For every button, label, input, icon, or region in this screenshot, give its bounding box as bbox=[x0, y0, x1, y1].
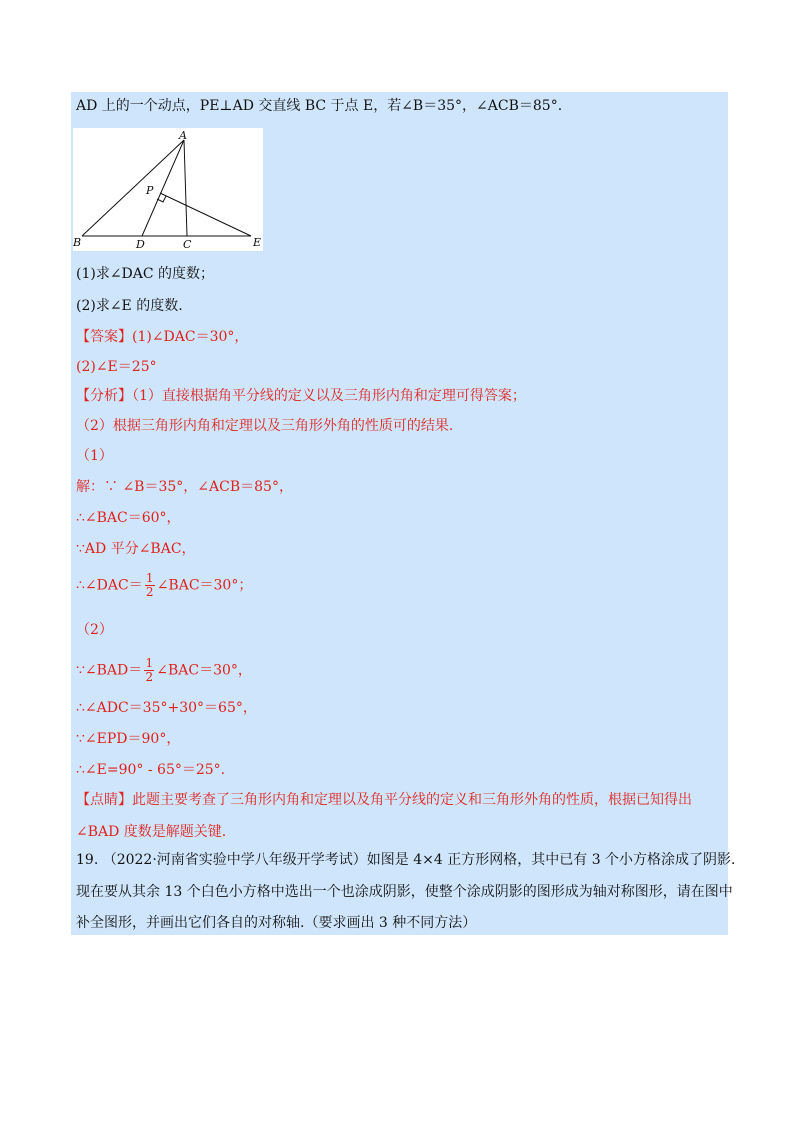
triangle-diagram bbox=[73, 128, 263, 251]
answer-tag: 【答案】 bbox=[76, 329, 132, 345]
fraction-denominator: 2 bbox=[145, 585, 154, 599]
label-d: D bbox=[136, 238, 145, 251]
comment-text: 此题主要考查了三角形内角和定理以及角平分线的定义和三角形外角的性质，根据已知得出 bbox=[132, 792, 692, 808]
label-a: A bbox=[179, 129, 187, 142]
solution-part-2-label: （2） bbox=[76, 622, 113, 638]
step-4-prefix: ∴∠DAC＝ bbox=[76, 577, 143, 594]
step-5-prefix: ∵∠BAD＝ bbox=[76, 662, 143, 679]
answer-2: (2)∠E＝25° bbox=[76, 359, 157, 375]
fraction-denominator: 2 bbox=[145, 670, 154, 684]
comment-line-2: ∠BAD 度数是解题关键. bbox=[76, 824, 227, 840]
solution-step-8: ∴∠E=90° - 65°＝25°. bbox=[76, 762, 226, 778]
label-p: P bbox=[146, 184, 154, 197]
question-2: (2)求∠E 的度数. bbox=[76, 298, 183, 314]
solution-step-7: ∵∠EPD＝90°， bbox=[76, 731, 181, 747]
solution-step-6: ∴∠ADC＝35°+30°＝65°， bbox=[76, 700, 257, 716]
segment-ac bbox=[184, 140, 187, 236]
next-problem-line-1: 19. （2022·河南省实验中学八年级开学考试）如图是 4×4 正方形网格，其中已有 3 个小方格涂成了阴影. bbox=[76, 852, 736, 868]
analysis-tag: 【分析】 bbox=[76, 388, 132, 404]
label-e: E bbox=[253, 236, 262, 249]
step-5-suffix: ∠BAC＝30°， bbox=[156, 662, 252, 679]
answer-line-1 bbox=[76, 327, 248, 347]
segment-ab bbox=[82, 140, 184, 236]
fraction-numerator: 1 bbox=[145, 571, 154, 585]
solution-step-5 bbox=[76, 657, 252, 684]
next-problem-line-2: 现在要从其余 13 个白色小方格中选出一个也涂成阴影，使整个涂成阴影的图形成为轴对称图形，请在图中 bbox=[76, 884, 733, 900]
analysis-2: （2）根据三角形内角和定理以及三角形外角的性质可的结果. bbox=[76, 418, 454, 434]
solution-part-1-label: （1） bbox=[76, 448, 113, 464]
comment-tag: 【点睛】 bbox=[76, 792, 132, 808]
solution-step-3: ∵AD 平分∠BAC， bbox=[76, 541, 196, 557]
question-1: (1)求∠DAC 的度数； bbox=[76, 266, 215, 282]
geometry-figure bbox=[73, 128, 263, 251]
label-c: C bbox=[183, 238, 192, 251]
step-4-suffix: ∠BAC＝30°； bbox=[156, 577, 253, 594]
fraction-half bbox=[145, 572, 155, 599]
analysis-line-1 bbox=[76, 386, 526, 406]
comment-line-1 bbox=[76, 790, 692, 810]
fraction-half bbox=[144, 657, 154, 684]
fraction-numerator: 1 bbox=[145, 656, 154, 670]
solution-step-4 bbox=[76, 572, 252, 599]
label-b: B bbox=[73, 236, 82, 249]
solution-step-1: 解：∵ ∠B＝35°，∠ACB＝85°， bbox=[76, 479, 293, 495]
next-problem-line-3: 补全图形，并画出它们各自的对称轴.（要求画出 3 种不同方法） bbox=[76, 915, 477, 931]
solution-step-2: ∴∠BAC＝60°， bbox=[76, 510, 181, 526]
problem-statement: AD 上的一个动点，PE⊥AD 交直线 BC 于点 E，若∠B＝35°，∠ACB＝85°. bbox=[76, 98, 563, 114]
segment-pe bbox=[160, 193, 251, 236]
answer-1: (1)∠DAC＝30°， bbox=[132, 329, 249, 345]
analysis-1: （1）直接根据角平分线的定义以及三角形内角和定理可得答案； bbox=[132, 388, 526, 404]
